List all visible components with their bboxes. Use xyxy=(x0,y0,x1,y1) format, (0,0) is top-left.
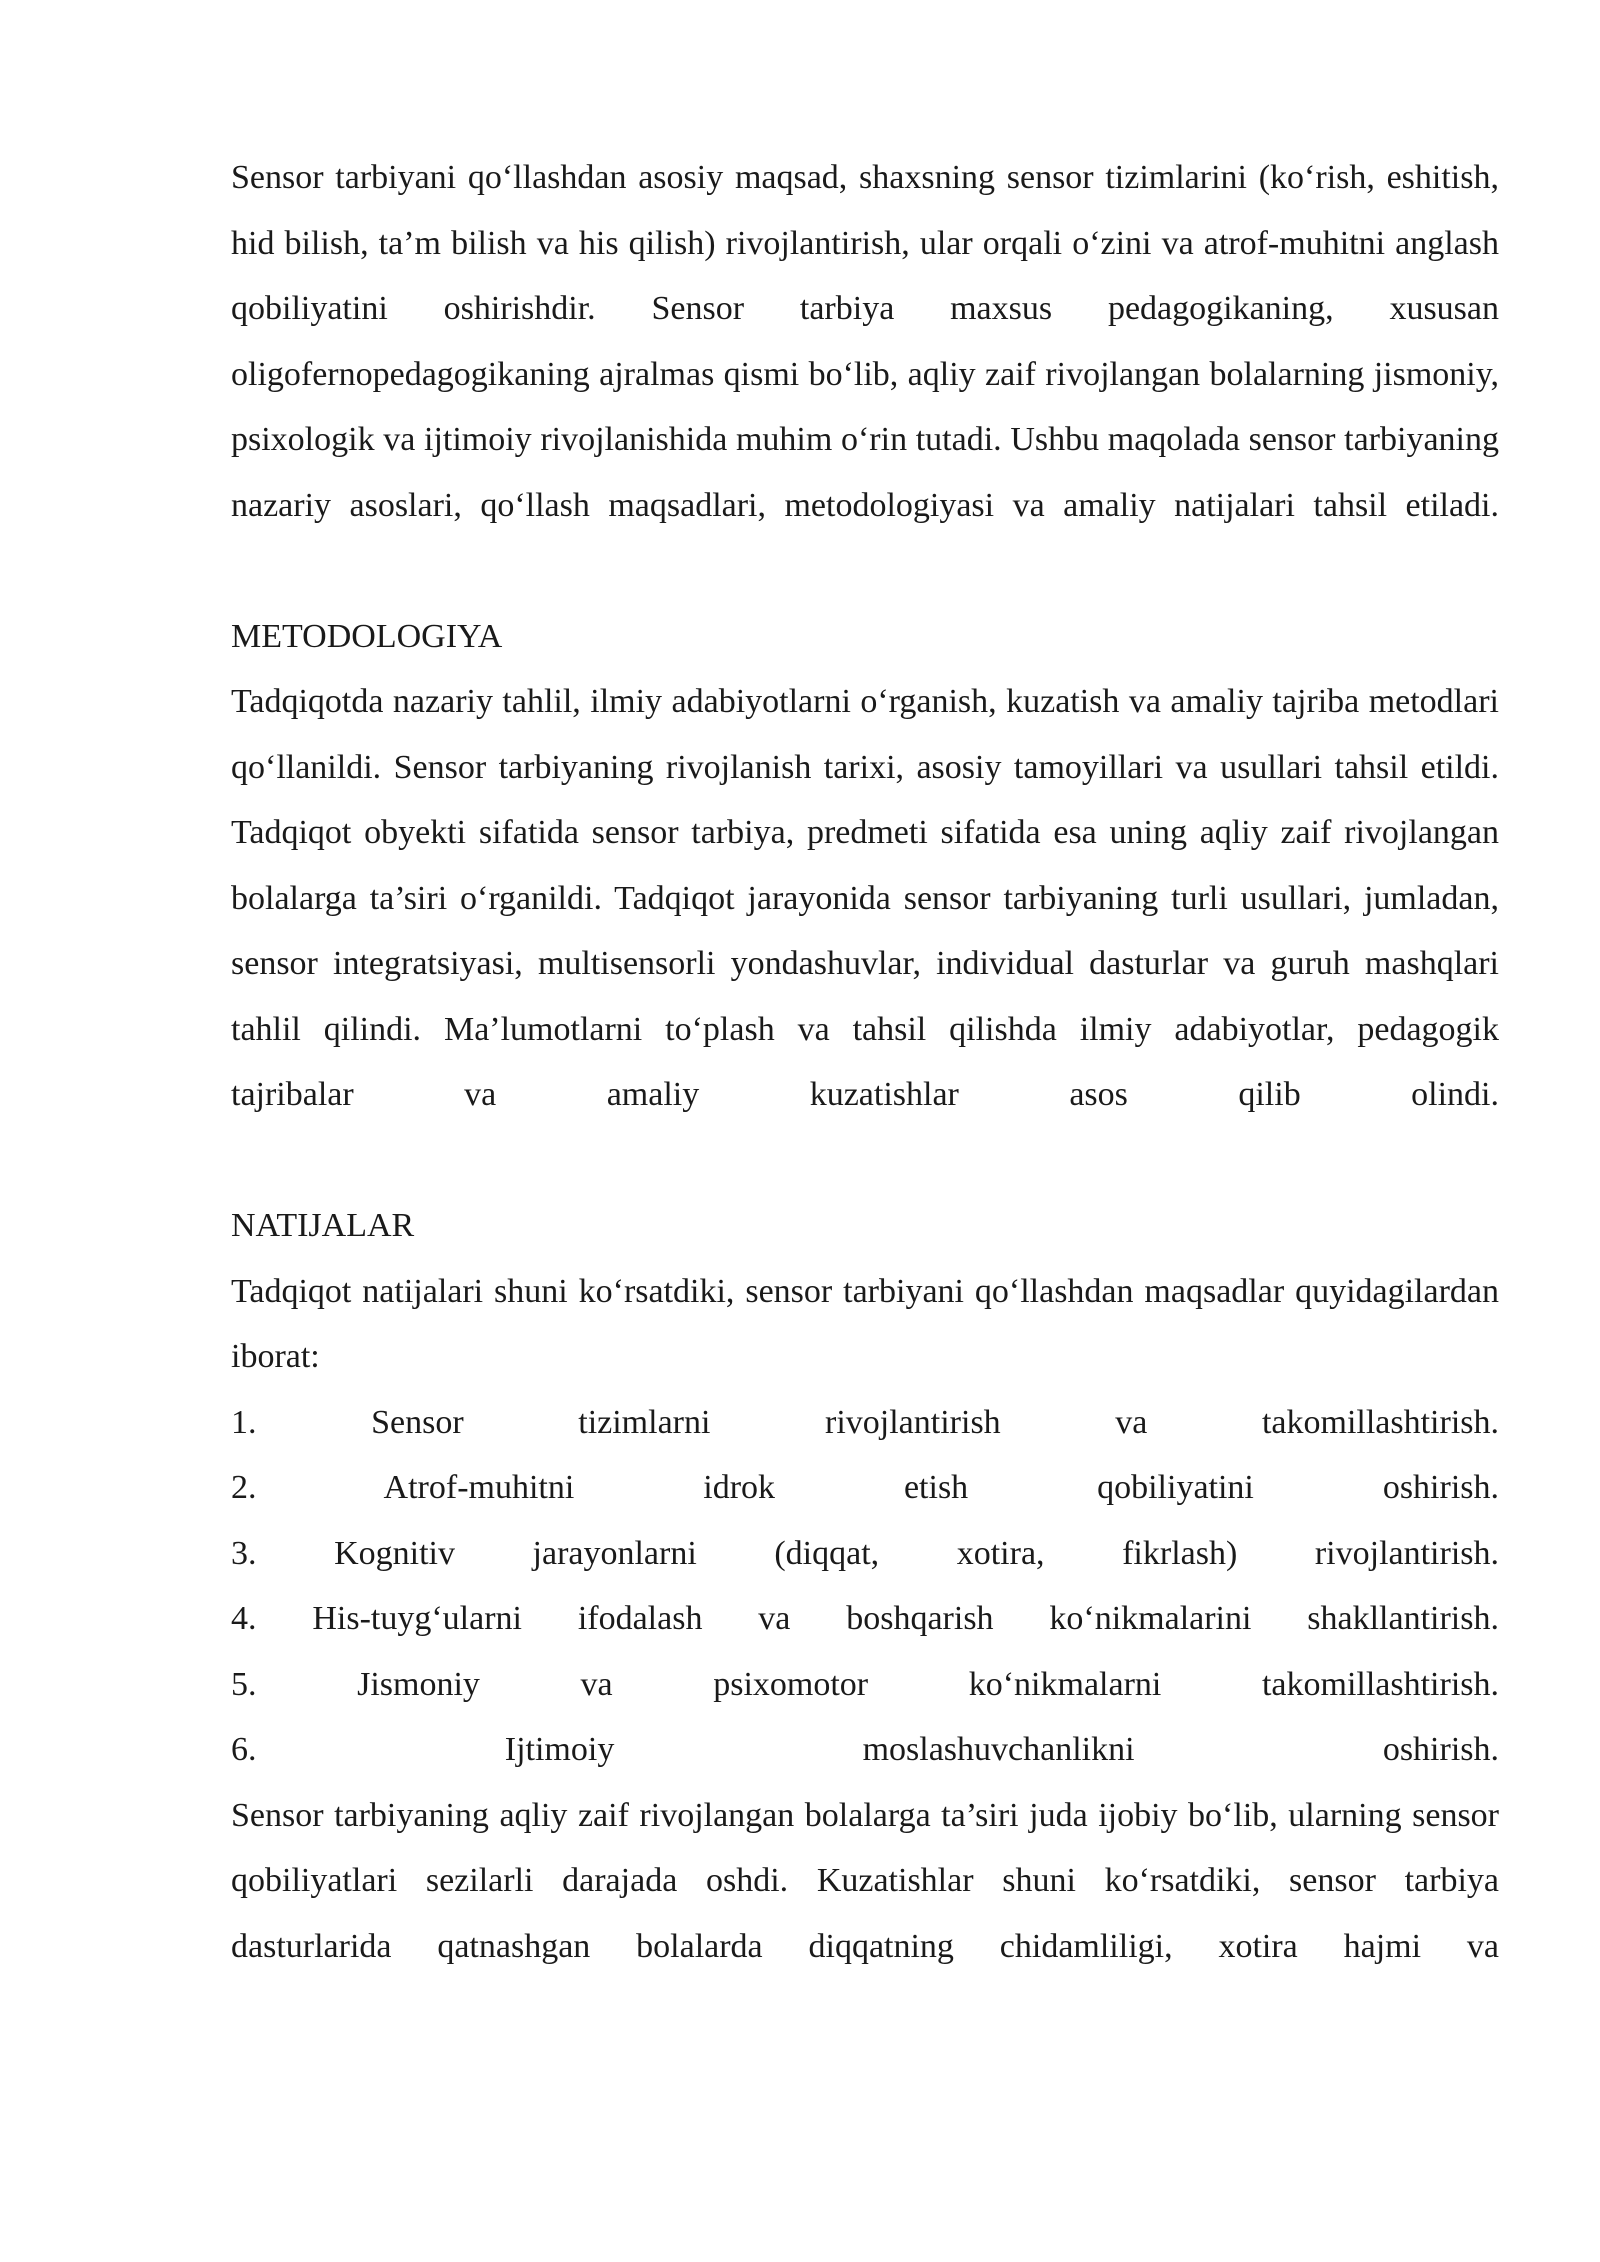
document-page xyxy=(231,145,1499,1979)
results-paragraph: Sensor tarbiyaning aqliy zaif rivojlangan bolalarga ta’siri juda ijobiy bo‘lib, ularning sensor qobiliyatlari sezilarli darajada oshdi. Kuzatishlar shuni ko‘rsatdiki, sensor tarbiya dasturlarida qatnashgan bolalarda diqqatning chidamliligi, xotira hajmi va xyxy=(231,1796,1499,1965)
list-item: 2. Atrof-muhitni idrok etish qobiliyatini oshirish. xyxy=(231,1469,1499,1506)
methodology-heading: METODOLOGIYA xyxy=(231,617,503,655)
intro-paragraph: Sensor tarbiyani qo‘llashdan asosiy maqsad, shaxsning sensor tizimlarini (ko‘rish, eshitish, hid bilish, ta’m bilish va his qilish) rivojlantirish, ular orqali o‘zini va atrof-muhitni anglash qobiliyatini oshirishdir. Sensor tarbiya maxsus pedagogikaning, xususan oligofernopedagogikaning ajralmas qismi bo‘lib, aqliy zaif rivojlangan bolalarning jismoniy, psixologik va ijtimoiy rivojlanishida muhim o‘rin tutadi. Ushbu maqolada sensor tarbiyaning nazariy asoslari, qo‘llash maqsadlari, metodologiyasi va amaliy natijalari tahsil etiladi. xyxy=(231,159,1499,524)
paragraph-spacer xyxy=(231,538,1499,604)
list-item: 1. Sensor tizimlarni rivojlantirish va takomillashtirish. xyxy=(231,1403,1499,1441)
list-item: 6. Ijtimoiy moslashuvchanlikni oshirish. xyxy=(231,1731,1499,1768)
list-item: 3. Kognitiv jarayonlarni (diqqat, xotira, fikrlash) rivojlantirish. xyxy=(231,1534,1499,1572)
list-item: 4. His-tuyg‘ularni ifodalash va boshqarish ko‘nikmalarini shakllantirish. xyxy=(231,1600,1499,1637)
results-intro: Tadqiqot natijalari shuni ko‘rsatdiki, sensor tarbiyani qo‘llashdan maqsadlar quyidagilardan iborat: xyxy=(231,1272,1499,1375)
list-item: 5. Jismoniy va psixomotor ko‘nikmalarni takomillashtirish. xyxy=(231,1665,1499,1703)
methodology-paragraph: Tadqiqotda nazariy tahlil, ilmiy adabiyotlarni o‘rganish, kuzatish va amaliy tajriba metodlari qo‘llanildi. Sensor tarbiyaning rivojlanish tarixi, asosiy tamoyillari va usullari tahsil etildi. Tadqiqot obyekti sifatida sensor tarbiya, predmeti sifatida esa uning aqliy zaif rivojlangan bolalarga ta’siri o‘rganildi. Tadqiqot jarayonida sensor tarbiyaning turli usullari, jumladan, sensor integratsiyasi, multisensorli yondashuvlar, individual dasturlar va guruh mashqlari tahlil qilindi. Ma’lumotlarni to‘plash va tahsil qilishda ilmiy adabiyotlar, pedagogik tajribalar va amaliy kuzatishlar asos qilib olindi. xyxy=(231,683,1499,1113)
paragraph-spacer xyxy=(231,1128,1499,1194)
results-heading: NATIJALAR xyxy=(231,1207,415,1244)
